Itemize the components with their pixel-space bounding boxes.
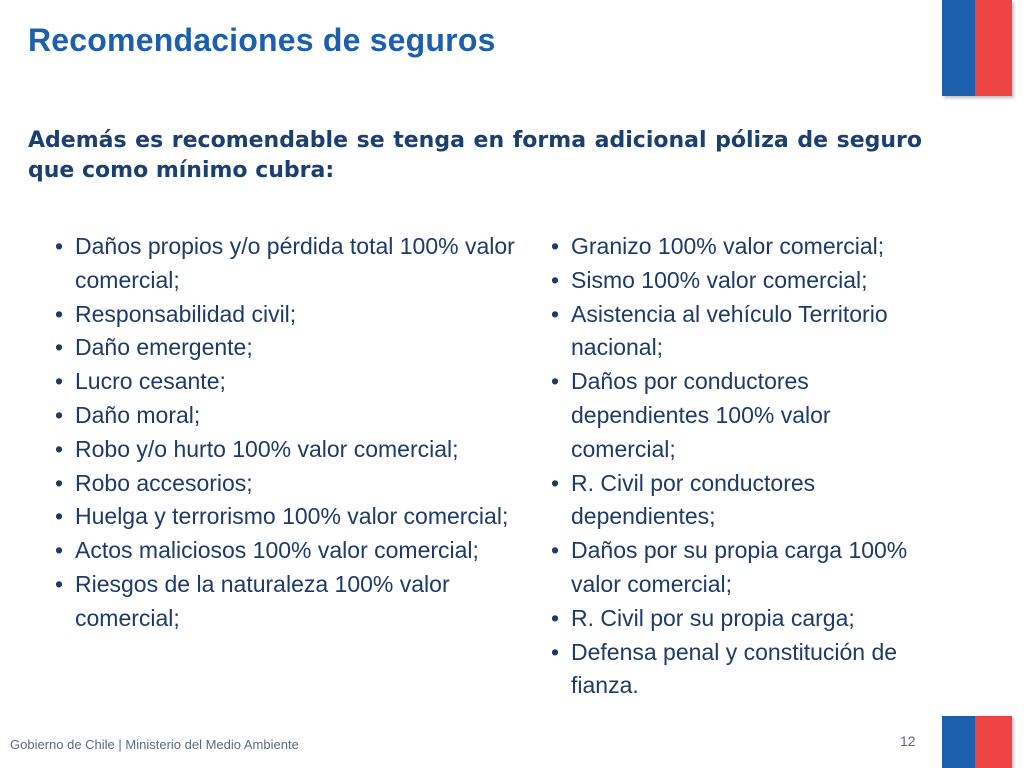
bullet-icon: • [55, 368, 64, 395]
bullet-icon: • [55, 233, 64, 259]
bullet-icon: • [55, 300, 64, 327]
list-item: • R. Civil por conductores dependientes; [551, 467, 926, 535]
bullet-icon: • [551, 368, 560, 395]
list-item: • Robo accesorios; [55, 467, 515, 501]
coverage-list-right [551, 230, 926, 703]
bullet-icon: • [55, 570, 64, 597]
slide-title: Recomendaciones de seguros [28, 22, 496, 58]
bullet-icon: • [55, 469, 64, 496]
list-item: • Daños por conductores dependientes 100% valor comercial; [551, 365, 926, 466]
bullet-icon: • [551, 233, 560, 259]
list-item: • Daños propios y/o pérdida total 100% valor comercial; [55, 230, 515, 298]
chile-flag-logo-bottom [942, 716, 1012, 768]
list-item: • Asistencia al vehículo Territorio nacional; [551, 298, 926, 366]
page-number: 12 [900, 733, 916, 749]
chile-flag-logo-top [942, 0, 1012, 96]
list-item: • Granizo 100% valor comercial; [551, 230, 926, 264]
flag-red-stripe [975, 0, 1012, 96]
list-item: • R. Civil por su propia carga; [551, 602, 926, 636]
bullet-icon: • [551, 266, 560, 293]
list-item: • Defensa penal y constitución de fianza. [551, 636, 926, 704]
bullet-icon: • [551, 537, 560, 564]
bullet-icon: • [551, 604, 560, 631]
list-item: • Sismo 100% valor comercial; [551, 264, 926, 298]
bullet-icon: • [551, 469, 560, 496]
bullet-icon: • [55, 537, 64, 564]
flag-blue-stripe [942, 0, 975, 96]
bullet-icon: • [551, 638, 560, 665]
list-item: • Lucro cesante; [55, 365, 515, 399]
list-item: • Actos maliciosos 100% valor comercial; [55, 534, 515, 568]
list-item: • Daño emergente; [55, 331, 515, 365]
list-item: • Daño moral; [55, 399, 515, 433]
bullet-icon: • [55, 503, 64, 530]
list-item: • Responsabilidad civil; [55, 298, 515, 332]
flag-red-stripe [975, 716, 1012, 768]
list-item: • Daños por su propia carga 100% valor comercial; [551, 534, 926, 602]
intro-text: Además es recomendable se tenga en forma adicional póliza de seguro que como mínimo cubra: [28, 128, 922, 183]
footer-organization: Gobierno de Chile | Ministerio del Medio Ambiente [10, 737, 299, 752]
bullet-icon: • [55, 435, 64, 462]
coverage-list-left [55, 230, 515, 636]
list-item: • Riesgos de la naturaleza 100% valor comercial; [55, 568, 515, 636]
bullet-icon: • [55, 334, 64, 361]
flag-blue-stripe [942, 716, 975, 768]
list-item: • Huelga y terrorismo 100% valor comercial; [55, 500, 515, 534]
bullet-icon: • [551, 300, 560, 327]
bullet-icon: • [55, 401, 64, 428]
list-item: • Robo y/o hurto 100% valor comercial; [55, 433, 515, 467]
